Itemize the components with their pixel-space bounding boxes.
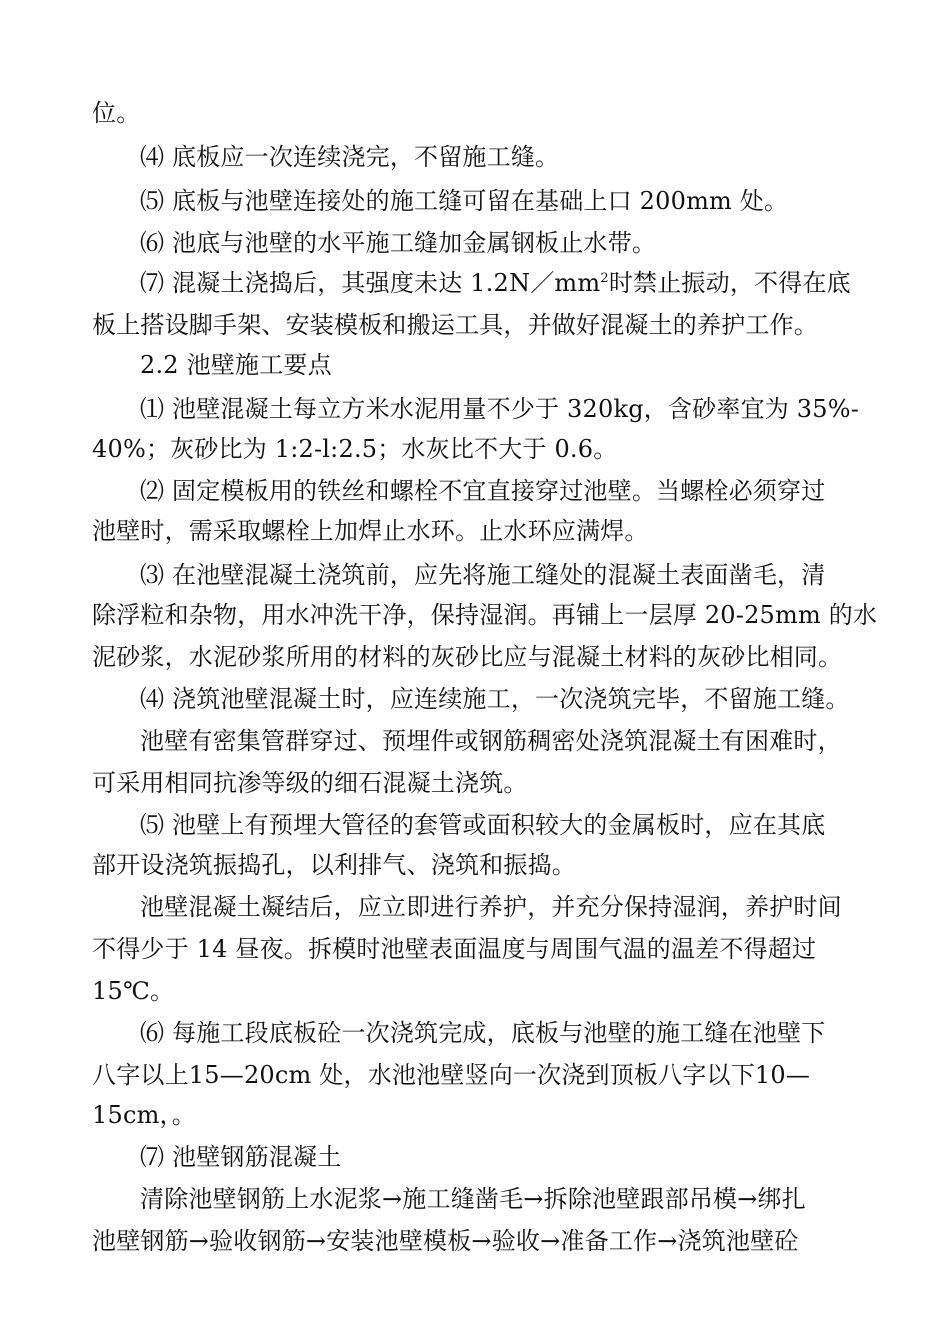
text-line: ⑵ 固定模板用的铁丝和螺栓不宜直接穿过池壁。当螺栓必须穿过 [140, 477, 826, 505]
text-line: ⑴ 池壁混凝土每立方米水泥用量不少于 320kg，含砂率宜为 35%- [140, 395, 860, 423]
text-line: ⑶ 在池壁混凝土浇筑前，应先将施工缝处的混凝土表面凿毛，清 [140, 561, 826, 589]
text-line: 池壁时，需采取螺栓上加焊止水环。止水环应满焊。 [92, 517, 649, 545]
text-line: ⑸ 池壁上有预埋大管径的套管或面积较大的金属板时，应在其底 [140, 811, 826, 839]
text-line: ⑹ 池底与池壁的水平施工缝加金属钢板止水带。 [140, 229, 657, 257]
text-line: ⑹ 每施工段底板砼一次浇筑完成，底板与池壁的施工缝在池壁下 [140, 1019, 826, 1047]
text-line: 清除池壁钢筋上水泥浆→施工缝凿毛→拆除池壁跟部吊模→绑扎 [140, 1185, 806, 1213]
section-heading: 2.2 池壁施工要点 [140, 351, 332, 379]
text-line: 位。 [92, 99, 141, 127]
text-line: 八字以上15—20cm 处，水池池壁竖向一次浇到顶板八字以下10— [92, 1061, 811, 1089]
text-line: 板上搭设脚手架、安装模板和搬运工具，并做好混凝土的养护工作。 [92, 311, 818, 339]
superscript: 2 [600, 271, 609, 286]
text-line: 泥砂浆，水泥砂浆所用的材料的灰砂比应与混凝土材料的灰砂比相同。 [92, 643, 843, 671]
text-line [140, 268, 851, 298]
text-line: 池壁有密集管群穿过、预埋件或钢筋稠密处浇筑混凝土有困难时， [140, 727, 842, 755]
text-line: 可采用相同抗渗等级的细石混凝土浇筑。 [92, 769, 528, 797]
text-line: ⑷ 浇筑池壁混凝土时，应连续施工，一次浇筑完毕，不留施工缝。 [140, 685, 850, 713]
text-line: 部开设浇筑振捣孔，以利排气、浇筑和振捣。 [92, 851, 576, 879]
text-line: 40%；灰砂比为 1:2-l:2.5；水灰比不大于 0.6。 [92, 435, 618, 463]
text-line: 15℃。 [92, 977, 175, 1005]
text-line: ⑺ 池壁钢筋混凝土 [140, 1143, 342, 1171]
text-line: 除浮粒和杂物，用水冲洗干净，保持湿润。再铺上一层厚 20-25mm 的水 [92, 601, 878, 629]
text-run: ⑺ 混凝土浇捣后，其强度未达 1.2N／mm [140, 269, 601, 297]
text-line: 池壁钢筋→验收钢筋→安装池壁模板→验收→准备工作→浇筑池壁砼 [92, 1227, 799, 1255]
text-line: ⑸ 底板与池壁连接处的施工缝可留在基础上口 200mm 处。 [140, 187, 789, 215]
text-run: 时禁止振动，不得在底 [608, 269, 851, 297]
text-line: ⑷ 底板应一次连续浇完，不留施工缝。 [140, 143, 560, 171]
text-line: 15cm，。 [92, 1101, 196, 1129]
text-line: 池壁混凝土凝结后，应立即进行养护，并充分保持湿润，养护时间 [140, 893, 842, 921]
text-line: 不得少于 14 昼夜。拆模时池壁表面温度与周围气温的温差不得超过 [92, 935, 817, 963]
